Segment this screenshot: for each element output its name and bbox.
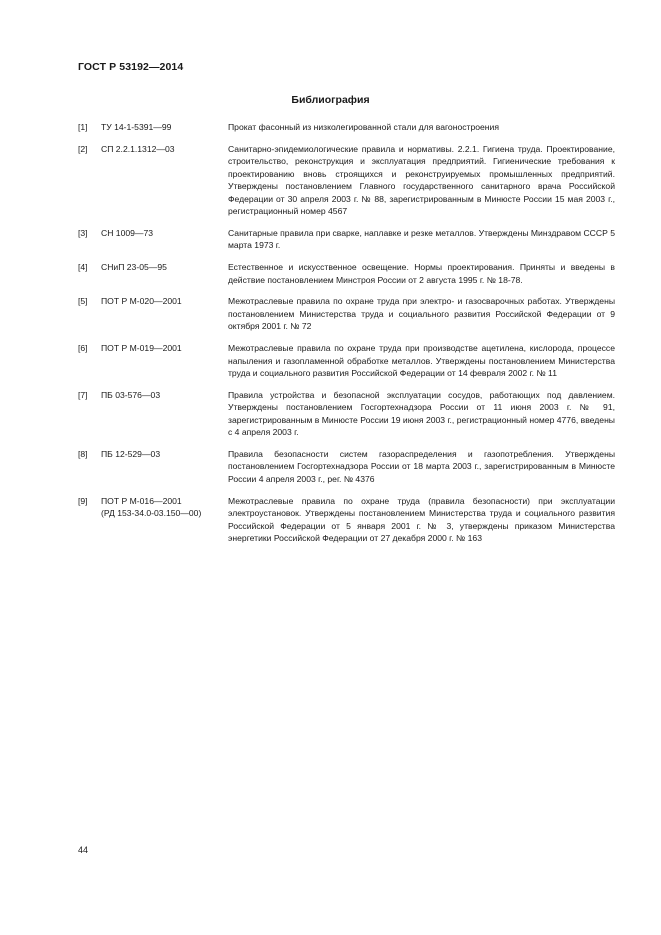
entry-code: ПОТ Р М-019—2001 [101,343,182,354]
entry-text: Естественное и искусственное освещение. Нормы проектирования. Приняты и введены в действие постановлением Минстроя России от 2 августа 1995 г. № 18-78. [228,262,615,285]
entry-number: [5] [78,296,88,307]
bibliography-entry [78,227,615,252]
entry-code: ПБ 03-576—03 [101,389,161,400]
entry-text: Межотраслевые правила по охране труда (правила безопасности) при эксплуатации электроустановок. Утверждены постановлением Министерства труда и социального развития Российской Федерации от 5 января 2001 г. № 3, утверждены приказом Министерства энергетики Российской Федерации от 27 декабря 2000 г. № 163 [228,495,615,543]
entry-text: Межотраслевые правила по охране труда при электро- и газосварочных работах. Утверждены постановлением Министерства труда и социального развития Российской Федерации от 9 октября 2001 г. № 72 [228,296,615,332]
page-number: 44 [78,845,89,855]
bibliography-entry [78,342,615,379]
entry-text: Санитарно-эпидемиологические правила и нормативы. 2.2.1. Гигиена труда. Проектирование, строительство, реконструкция и эксплуатация предприятий. Гигиенические требования к проектированию вновь строящихся и реконструируемых промышленных предприятий. Утверждены постановлением Главного государственного санитарного врача Российской Федерации от 30 апреля 2003 г. № 88, зарегистрированным в Минюсте России 15 мая 2003 г., регистрационный номер 4567 [228,143,615,216]
entry-code: СН 1009—73 [101,227,154,238]
bibliography-entry [78,143,615,217]
entry-code: ПОТ Р М-020—2001 [101,296,182,307]
bibliography-entry [78,389,615,439]
entry-number: [7] [78,389,88,400]
bibliography-list [78,121,615,554]
bibliography-entry [78,295,615,332]
entry-code: ТУ 14-1-5391—99 [101,122,172,132]
entry-code: ПОТ Р М-016—2001 (РД 153-34.0-03.150—00) [101,495,202,519]
bibliography-entry [78,121,615,133]
entry-code: СНиП 23-05—95 [101,262,167,273]
entry-number: [4] [78,262,88,273]
entry-number: [3] [78,227,88,238]
bibliography-entry [78,261,615,286]
document-id: ГОСТ Р 53192—2014 [78,61,184,73]
entry-code: СП 2.2.1.1312—03 [101,143,175,154]
entry-text: Правила устройства и безопасной эксплуатации сосудов, работающих под давлением. Утверждены постановлением Госгортехнадзора России от 11 июня 2003 г. № 91, зарегистрированным в Минюсте России 19 июня 2003 г., регистрационный номер 4776, введены с 4 апреля 2003 г. [228,389,615,438]
entry-text: Межотраслевые правила по охране труда при производстве ацетилена, кислорода, процессе напыления и газопламенной обработке металлов. Утверждены постановлением Министерства труда и социального развития Российской Федерации от 14 февраля 2002 г. № 11 [228,343,615,378]
entry-text: Прокат фасонный из низколегированной стали для вагоностроения [228,122,499,132]
bibliography-entry [78,448,615,485]
entry-number: [9] [78,495,88,506]
entry-number: [1] [78,122,88,132]
entry-code: ПБ 12-529—03 [101,449,161,460]
section-title: Библиография [291,94,370,106]
entry-number: [8] [78,449,88,460]
entry-number: [6] [78,343,88,354]
entry-text: Правила безопасности систем газораспределения и газопотребления. Утверждены постановлением Госгортехнадзора России от 18 марта 2003 г., зарегистрированным в Минюсте России 4 апреля 2003 г., рег. № 4376 [228,449,615,484]
entry-number: [2] [78,143,88,154]
entry-text: Санитарные правила при сварке, наплавке и резке металлов. Утверждены Минздравом СССР 5 марта 1973 г. [228,227,615,251]
bibliography-entry [78,495,615,545]
